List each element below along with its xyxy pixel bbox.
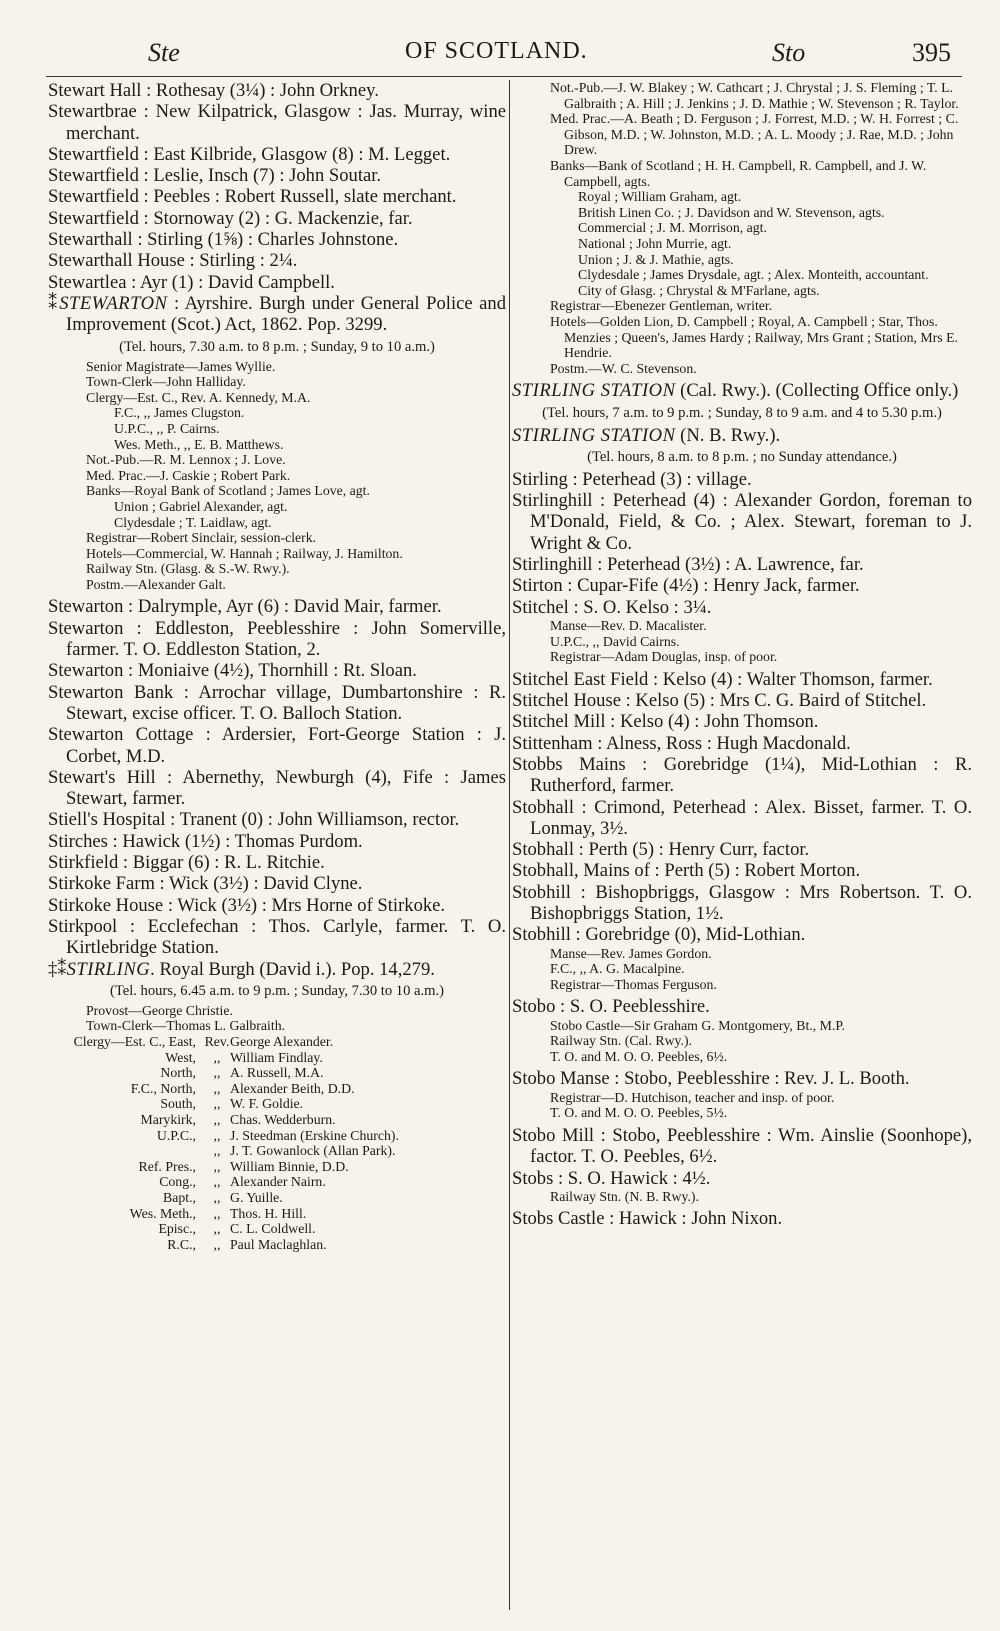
clergy-denomination: Marykirk, (140, 1111, 196, 1127)
clergy-title: ,, (213, 1065, 221, 1081)
clergy-name: A. Russell, M.A. (230, 1065, 324, 1081)
column-divider (509, 80, 510, 1610)
telegraph-hours: (Tel. hours, 6.45 a.m. to 9 p.m. ; Sunday, 7.30 to 10 a.m.) (109, 982, 445, 999)
sub-entry: U.P.C., ,, David Cairns. (550, 633, 680, 649)
sub-entry: Postm.—Alexander Galt. (86, 576, 226, 592)
clergy-row (48, 1237, 506, 1253)
entry: Stewart's Hill : Abernethy, Newburgh (4), Fife : James Stewart, farmer. (48, 766, 506, 810)
entry: Stewarton : Moniaive (4½), Thornhill : Rt. Sloan. (48, 660, 417, 682)
entry: Stirkoke House : Wick (3½) : Mrs Horne of Stirkoke. (48, 894, 446, 916)
clergy-denomination: Ref. Pres., (138, 1158, 196, 1174)
sub-entry: Stobo Castle—Sir Graham G. Montgomery, Bt., M.P. (550, 1017, 845, 1033)
clergy-row (48, 1050, 506, 1066)
entry: Stobhill : Gorebridge (0), Mid-Lothian. (512, 924, 806, 946)
clergy-name: Paul Maclaghlan. (230, 1236, 327, 1252)
running-head-title: OF SCOTLAND. (405, 38, 588, 64)
entry: Stewartfield : Leslie, Insch (7) : John Soutar. (48, 165, 382, 187)
entry: Stewarthall : Stirling (1⅝) : Charles Johnstone. (48, 229, 399, 251)
clergy-denomination: R.C., (167, 1236, 196, 1252)
entry: Stewartfield : Stornoway (2) : G. Mackenzie, far. (48, 207, 413, 229)
clergy-name: Alexander Beith, D.D. (230, 1080, 355, 1096)
sub-entry: Wes. Meth., ,, E. B. Matthews. (114, 436, 284, 452)
sub-entry: Med. Prac.—J. Caskie ; Robert Park. (86, 467, 291, 483)
section-name: STIRLING STATION (512, 424, 676, 446)
sub-entry: Hotels—Golden Lion, D. Campbell ; Royal, A. Campbell ; Star, Thos. Menzies ; Queen's, James Hardy ; Railway, Mrs Grant ; Station, Mrs E. Hendrie. (550, 313, 958, 361)
clergy-title: ,, (213, 1111, 221, 1127)
clergy-denomination: Episc., (158, 1221, 196, 1237)
sub-entry: City of Glasg. ; Chrystal & M'Farlane, agts. (578, 282, 820, 298)
clergy-denomination (48, 1143, 204, 1159)
section-heading-stirling (48, 959, 506, 980)
clergy-row (48, 1081, 506, 1097)
clergy-name: William Binnie, D.D. (230, 1158, 349, 1174)
clergy-name: C. L. Coldwell. (230, 1221, 316, 1237)
entry: Stirkfield : Biggar (6) : R. L. Ritchie. (48, 852, 325, 874)
entry: Stewartbrae : New Kilpatrick, Glasgow : Jas. Murray, wine merchant. (48, 101, 506, 144)
sub-entry: Town-Clerk—Thomas L. Galbraith. (86, 1018, 286, 1034)
clergy-title: ,, (213, 1127, 221, 1143)
right-column (512, 80, 972, 1230)
sub-entry: Clydesdale ; James Drysdale, agt. ; Alex. Monteith, accountant. (578, 267, 929, 283)
sub-entry: Manse—Rev. James Gordon. (550, 945, 712, 961)
entry: Stitchel Mill : Kelso (4) : John Thomson. (512, 711, 819, 733)
sub-entry: Railway Stn. (Cal. Rwy.). (550, 1033, 693, 1049)
clergy-row (48, 1065, 506, 1081)
entry: Stobo Manse : Stobo, Peeblesshire : Rev. J. L. Booth. (512, 1068, 910, 1090)
sub-entry: Clydesdale ; T. Laidlaw, agt. (114, 514, 272, 530)
section-name: STIRLING (66, 958, 151, 980)
section-mark: ‡⁑ (48, 958, 67, 980)
sub-entry: Hotels—Commercial, W. Hannah ; Railway, J. Hamilton. (86, 545, 403, 561)
running-head-right: Sto (772, 38, 806, 67)
entry: Stobs : S. O. Hawick : 4½. (512, 1167, 711, 1189)
clergy-table (48, 1034, 506, 1252)
sub-entry: Royal ; William Graham, agt. (578, 189, 742, 205)
section-mark: ⁑ (48, 292, 60, 314)
clergy-denomination: Bapt., (163, 1189, 196, 1205)
clergy-title: ,, (213, 1205, 221, 1221)
entry: Stirlinghill : Peterhead (4) : Alexander Gordon, foreman to M'Donald, Field, & Co. ; Alex. Stewart, foreman to J. Wright & Co. (512, 490, 972, 554)
sub-entry: Registrar—Ebenezer Gentleman, writer. (550, 298, 773, 314)
clergy-title: ,, (213, 1221, 221, 1237)
clergy-row (48, 1174, 506, 1190)
clergy-row (48, 1143, 506, 1159)
running-head (0, 38, 1000, 78)
entry: Stobo : S. O. Peeblesshire. (512, 996, 710, 1018)
section-desc: (Cal. Rwy.). (Collecting Office only.) (675, 380, 959, 402)
entry: Stobhall, Mains of : Perth (5) : Robert Morton. (512, 860, 861, 882)
section-name: STEWARTON (59, 292, 168, 314)
sub-entry: F.C., ,, A. G. Macalpine. (550, 961, 685, 977)
clergy-title: ,, (213, 1158, 221, 1174)
clergy-name: Alexander Nairn. (230, 1174, 326, 1190)
entry: Stirkpool : Ecclefechan : Thos. Carlyle, farmer. T. O. Kirtlebridge Station. (48, 915, 506, 959)
section-heading-stirling-station-cal (512, 380, 972, 401)
sub-entry: Banks—Royal Bank of Scotland ; James Love, agt. (86, 483, 370, 499)
entry: Stewartfield : East Kilbride, Glasgow (8) : M. Legget. (48, 143, 451, 165)
sub-entry: Provost—George Christie. (86, 1002, 233, 1018)
clergy-name: J. T. Gowanlock (Allan Park). (230, 1143, 396, 1159)
header-rule (46, 76, 962, 77)
telegraph-hours: (Tel. hours, 7.30 a.m. to 8 p.m. ; Sunday, 9 to 10 a.m.) (119, 338, 435, 355)
section-desc: : Ayrshire. Burgh under General Police and Improvement (Scot.) Act, 1862. Pop. 3299. (66, 292, 506, 336)
section-name: STIRLING STATION (512, 380, 676, 402)
clergy-denomination: South, (160, 1096, 196, 1112)
sub-entry: Union ; Gabriel Alexander, agt. (114, 498, 288, 514)
clergy-denomination: F.C., North, (130, 1080, 196, 1096)
running-head-left: Ste (148, 38, 180, 67)
clergy-title: ,, (213, 1049, 221, 1065)
sub-entry: Registrar—D. Hutchison, teacher and insp. of poor. (550, 1089, 835, 1105)
clergy-name: J. Steedman (Erskine Church). (230, 1127, 399, 1143)
sub-entry: Railway Stn. (Glasg. & S.-W. Rwy.). (86, 561, 290, 577)
clergy-title: ,, (213, 1189, 221, 1205)
clergy-row (48, 1159, 506, 1175)
clergy-title: ,, (213, 1236, 221, 1252)
clergy-row (48, 1221, 506, 1237)
clergy-name: William Findlay. (230, 1049, 323, 1065)
sub-entry: Registrar—Robert Sinclair, session-clerk. (86, 530, 317, 546)
page-number: 395 (912, 38, 951, 67)
clergy-name: Chas. Wedderburn. (230, 1111, 336, 1127)
sub-entry: Commercial ; J. M. Morrison, agt. (578, 220, 767, 236)
clergy-title: ,, (213, 1096, 221, 1112)
entry: Stiell's Hospital : Tranent (0) : John Williamson, rector. (48, 809, 460, 831)
entry: Stirton : Cupar-Fife (4½) : Henry Jack, farmer. (512, 575, 860, 597)
entry: Stewarton : Dalrymple, Ayr (6) : David Mair, farmer. (48, 596, 442, 618)
entry: Stewarton Cottage : Ardersier, Fort-George Station : J. Corbet, M.D. (48, 724, 506, 767)
clergy-denomination: West, (165, 1049, 196, 1065)
sub-entry: Registrar—Thomas Ferguson. (550, 976, 717, 992)
clergy-name: G. Yuille. (230, 1189, 283, 1205)
sub-entry: British Linen Co. ; J. Davidson and W. Stevenson, agts. (578, 204, 885, 220)
clergy-denomination: U.P.C., (156, 1127, 196, 1143)
clergy-name: W. F. Goldie. (230, 1096, 304, 1112)
section-desc: . Royal Burgh (David i.). Pop. 14,279. (150, 958, 435, 980)
telegraph-hours: (Tel. hours, 7 a.m. to 9 p.m. ; Sunday, 8 to 9 a.m. and 4 to 5.30 p.m.) (542, 404, 942, 421)
left-column (48, 80, 506, 1252)
sub-entry: Union ; J. & J. Mathie, agts. (578, 251, 734, 267)
sub-entry: Postm.—W. C. Stevenson. (550, 360, 697, 376)
sub-entry: Town-Clerk—John Halliday. (86, 374, 246, 390)
clergy-denomination: North, (160, 1065, 196, 1081)
sub-entry: Not.-Pub.—J. W. Blakey ; W. Cathcart ; J. Chrystal ; J. S. Fleming ; T. L. Galbraith ; A. Hill ; J. Jenkins ; J. D. Mathie ; W. Stevenson ; R. Taylor. (550, 80, 959, 111)
clergy-row (48, 1206, 506, 1222)
sub-entry: Banks—Bank of Scotland ; H. H. Campbell, R. Campbell, and J. W. Campbell, agts. (550, 157, 927, 189)
entry: Stewartlea : Ayr (1) : David Campbell. (48, 271, 335, 293)
entry: Stobhall : Perth (5) : Henry Curr, factor. (512, 839, 810, 861)
sub-entry: Manse—Rev. D. Macalister. (550, 617, 707, 633)
sub-entry: National ; John Murrie, agt. (578, 235, 732, 251)
clergy-row (48, 1190, 506, 1206)
clergy-title: ,, (213, 1174, 221, 1190)
sub-entry: T. O. and M. O. O. Peebles, 5½. (550, 1105, 728, 1121)
clergy-row (48, 1112, 506, 1128)
section-desc: (N. B. Rwy.). (675, 424, 781, 446)
section-heading-stewarton (48, 293, 506, 336)
entry: Stirkoke Farm : Wick (3½) : David Clyne. (48, 873, 363, 895)
clergy-title: Rev. (204, 1034, 230, 1049)
clergy-denomination: Clergy—Est. C., East, (73, 1034, 196, 1049)
clergy-row (48, 1096, 506, 1112)
sub-entry: Not.-Pub.—R. M. Lennox ; J. Love. (86, 452, 286, 468)
clergy-denomination: Wes. Meth., (129, 1205, 196, 1221)
sub-entry: Railway Stn. (N. B. Rwy.). (550, 1188, 699, 1204)
entry: Stobs Castle : Hawick : John Nixon. (512, 1208, 783, 1230)
entry: Stirlinghill : Peterhead (3½) : A. Lawrence, far. (512, 554, 864, 576)
clergy-name: Thos. H. Hill. (230, 1205, 307, 1221)
clergy-title: ,, (213, 1143, 221, 1159)
section-heading-stirling-station-nb (512, 425, 972, 446)
clergy-name: George Alexander. (230, 1034, 334, 1049)
entry: Stitchel : S. O. Kelso : 3¼. (512, 596, 712, 618)
entry: Stobhill : Bishopbriggs, Glasgow : Mrs Robertson. T. O. Bishopbriggs Station, 1½. (512, 881, 972, 924)
entry: Stewart Hall : Rothesay (3¼) : John Orkney. (48, 80, 379, 101)
entry: Stewarton : Eddleston, Peeblesshire : John Somerville, farmer. T. O. Eddleston Station, 2. (48, 617, 506, 661)
entry: Stittenham : Alness, Ross : Hugh Macdonald. (512, 732, 851, 754)
entry: Stewartfield : Peebles : Robert Russell, slate merchant. (48, 186, 457, 208)
clergy-row (48, 1034, 506, 1050)
entry: Stobo Mill : Stobo, Peeblesshire : Wm. Ainslie (Soonhope), factor. T. O. Peebles, 6½. (512, 1124, 972, 1168)
sub-entry: U.P.C., ,, P. Cairns. (114, 420, 220, 436)
entry: Stobbs Mains : Gorebridge (1¼), Mid-Lothian : R. Rutherford, farmer. (512, 753, 972, 797)
sub-entry: T. O. and M. O. O. Peebles, 6½. (550, 1048, 728, 1064)
sub-entry: F.C., ,, James Clugston. (114, 405, 245, 421)
entry: Stitchel East Field : Kelso (4) : Walter Thomson, farmer. (512, 668, 933, 690)
entry: Stirches : Hawick (1½) : Thomas Purdom. (48, 830, 363, 852)
sub-entry: Senior Magistrate—James Wyllie. (86, 358, 276, 374)
clergy-denomination: Cong., (159, 1174, 196, 1190)
telegraph-hours: (Tel. hours, 8 a.m. to 8 p.m. ; no Sunday attendance.) (587, 448, 897, 465)
entry: Stewarton Bank : Arrochar village, Dumbartonshire : R. Stewart, excise officer. T. O. Balloch Station. (48, 681, 506, 724)
entry: Stirling : Peterhead (3) : village. (512, 468, 752, 490)
clergy-title: ,, (213, 1080, 221, 1096)
sub-entry: Registrar—Adam Douglas, insp. of poor. (550, 649, 778, 665)
entry: Stewarthall House : Stirling : 2¼. (48, 250, 298, 272)
entry: Stitchel House : Kelso (5) : Mrs C. G. Baird of Stitchel. (512, 690, 927, 712)
sub-entry: Clergy—Est. C., Rev. A. Kennedy, M.A. (86, 389, 311, 405)
entry: Stobhall : Crimond, Peterhead : Alex. Bisset, farmer. T. O. Lonmay, 3½. (512, 796, 972, 839)
clergy-row (48, 1128, 506, 1144)
sub-entry: Med. Prac.—A. Beath ; D. Ferguson ; J. Forrest, M.D. ; W. H. Forrest ; C. Gibson, M.D. ; W. Johnston, M.D. ; A. L. Moody ; J. Rae, M.D. ; John Drew. (550, 111, 959, 158)
